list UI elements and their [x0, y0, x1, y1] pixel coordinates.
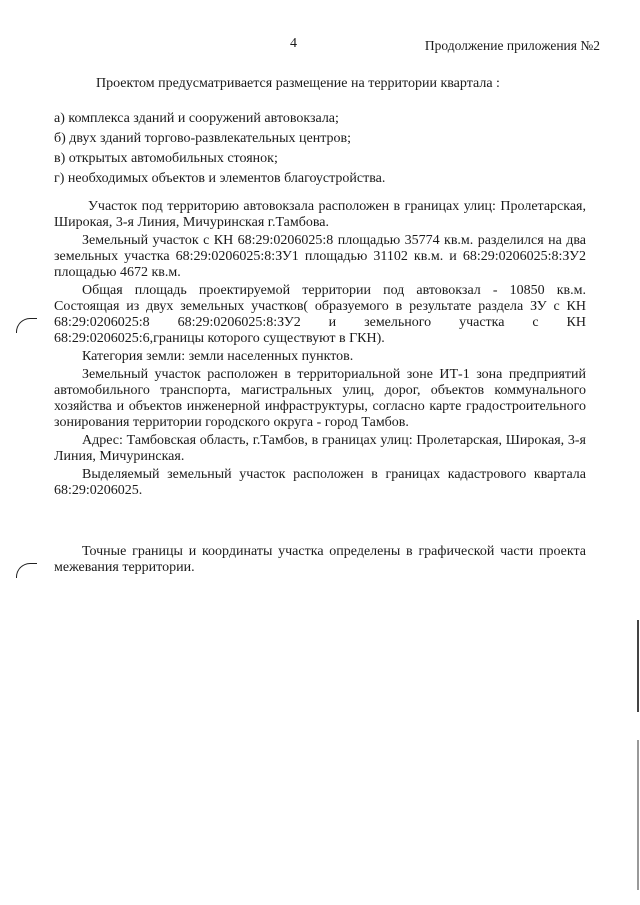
- margin-hole-mark: [16, 563, 37, 578]
- facilities-list: [54, 111, 586, 191]
- list-item: г) необходимых объектов и элементов благоустройства.: [54, 171, 386, 186]
- paragraph-address: Адрес: Тамбовская область, г.Тамбов, в границах улиц: Пролетарская, Широкая, 3-я Линия, Мичуринская.: [54, 433, 586, 464]
- main-text: [54, 199, 586, 499]
- paragraph-boundaries: Точные границы и координаты участка определены в графической части проекта межевания территории.: [54, 544, 586, 575]
- paragraph-land-category: Категория земли: земли населенных пунктов.: [82, 349, 354, 364]
- list-item: в) открытых автомобильных стоянок;: [54, 151, 278, 166]
- paragraph-land-plot: Земельный участок с КН 68:29:0206025:8 площадью 35774 кв.м. разделился на два земельных участка 68:29:0206025:8:ЗУ1 площадью 31102 кв.м. и 68:29:0206025:8:ЗУ2 площадью 4672 кв.м.: [54, 233, 586, 280]
- scan-edge-line: [637, 740, 639, 890]
- intro-sentence: Проектом предусматривается размещение на территории квартала :: [96, 76, 500, 91]
- appendix-continuation-note: Продолжение приложения №2: [424, 38, 600, 53]
- list-item: б) двух зданий торгово-развлекательных центров;: [54, 131, 352, 146]
- page-number: 4: [290, 36, 297, 51]
- scan-edge-line: [637, 620, 639, 712]
- paragraph-total-area: Общая площадь проектируемой территории под автовокзал - 10850 кв.м. Состоящая из двух земельных участков( образуемого в результате раздела ЗУ с КН 68:29:0206025:8 68:29:0206025:8:ЗУ2 и земельного участка с КН 68:29:0206025:6,границы которого существуют в ГКН).: [54, 283, 586, 346]
- paragraph-location: Участок под территорию автовокзала расположен в границах улиц: Пролетарская, Широкая, 3-я Линия, Мичуринская г.Тамбова.: [54, 199, 586, 230]
- margin-hole-mark: [16, 318, 37, 333]
- paragraph-cadastral-quarter: Выделяемый земельный участок расположен в границах кадастрового квартала 68:29:0206025.: [54, 467, 586, 498]
- list-item: а) комплекса зданий и сооружений автовокзала;: [54, 111, 339, 126]
- paragraph-zone: Земельный участок расположен в территориальной зоне ИТ-1 зона предприятий автомобильного транспорта, магистральных улиц, дорог, объектов коммунального хозяйства и объектов инженерной инфраструктуры, согласно карте градостроительного зонирования территории городского округа - город Тамбов.: [54, 367, 586, 430]
- final-text: [54, 544, 586, 576]
